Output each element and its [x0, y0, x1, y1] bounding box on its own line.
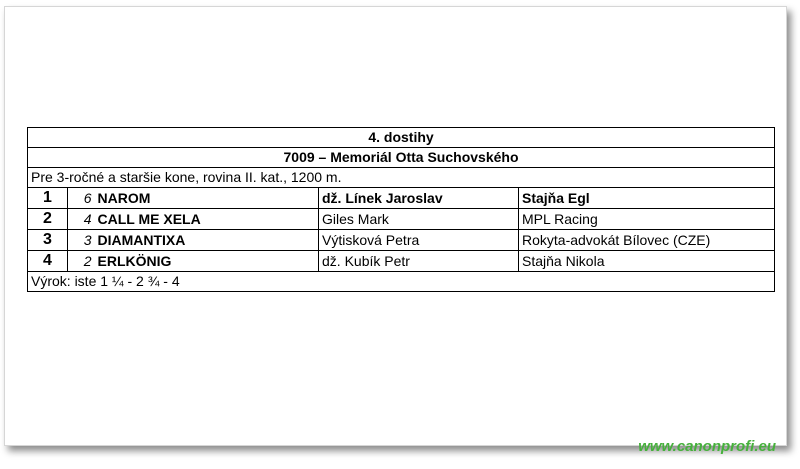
race-title: 4. dostihy	[28, 128, 775, 148]
table-row	[28, 251, 775, 272]
race-conditions-row	[28, 168, 775, 188]
race-name: 7009 – Memoriál Otta Suchovského	[28, 148, 775, 168]
horse-name-cell: DIAMANTIXA	[95, 230, 319, 251]
race-verdict: Výrok: iste 1 ¼ - 2 ¾ - 4	[28, 272, 775, 292]
start-number-cell: 6	[68, 188, 95, 209]
jockey-cell: dž. Línek Jaroslav	[319, 188, 519, 209]
start-number-cell: 3	[68, 230, 95, 251]
table-row	[28, 209, 775, 230]
owner-cell: Stajňa Egl	[519, 188, 775, 209]
owner-cell: Rokyta-advokát Bílovec (CZE)	[519, 230, 775, 251]
place-cell: 3	[28, 230, 68, 251]
horse-name-cell: NAROM	[95, 188, 319, 209]
owner-cell: MPL Racing	[519, 209, 775, 230]
place-cell: 2	[28, 209, 68, 230]
table-row	[28, 188, 775, 209]
place-cell: 4	[28, 251, 68, 272]
start-number-cell: 4	[68, 209, 95, 230]
table-row	[28, 230, 775, 251]
verdict-row	[28, 272, 775, 292]
start-number-cell: 2	[68, 251, 95, 272]
owner-cell: Stajňa Nikola	[519, 251, 775, 272]
race-results-table	[27, 127, 775, 292]
jockey-cell: Giles Mark	[319, 209, 519, 230]
race-title-row	[28, 128, 775, 148]
race-name-row	[28, 148, 775, 168]
jockey-cell: Výtisková Petra	[319, 230, 519, 251]
horse-name-cell: CALL ME XELA	[95, 209, 319, 230]
horse-name-cell: ERLKÖNIG	[95, 251, 319, 272]
place-cell: 1	[28, 188, 68, 209]
watermark-text: www.canonprofi.eu	[638, 438, 776, 455]
race-conditions: Pre 3-ročné a staršie kone, rovina II. kat., 1200 m.	[28, 168, 775, 188]
jockey-cell: dž. Kubík Petr	[319, 251, 519, 272]
